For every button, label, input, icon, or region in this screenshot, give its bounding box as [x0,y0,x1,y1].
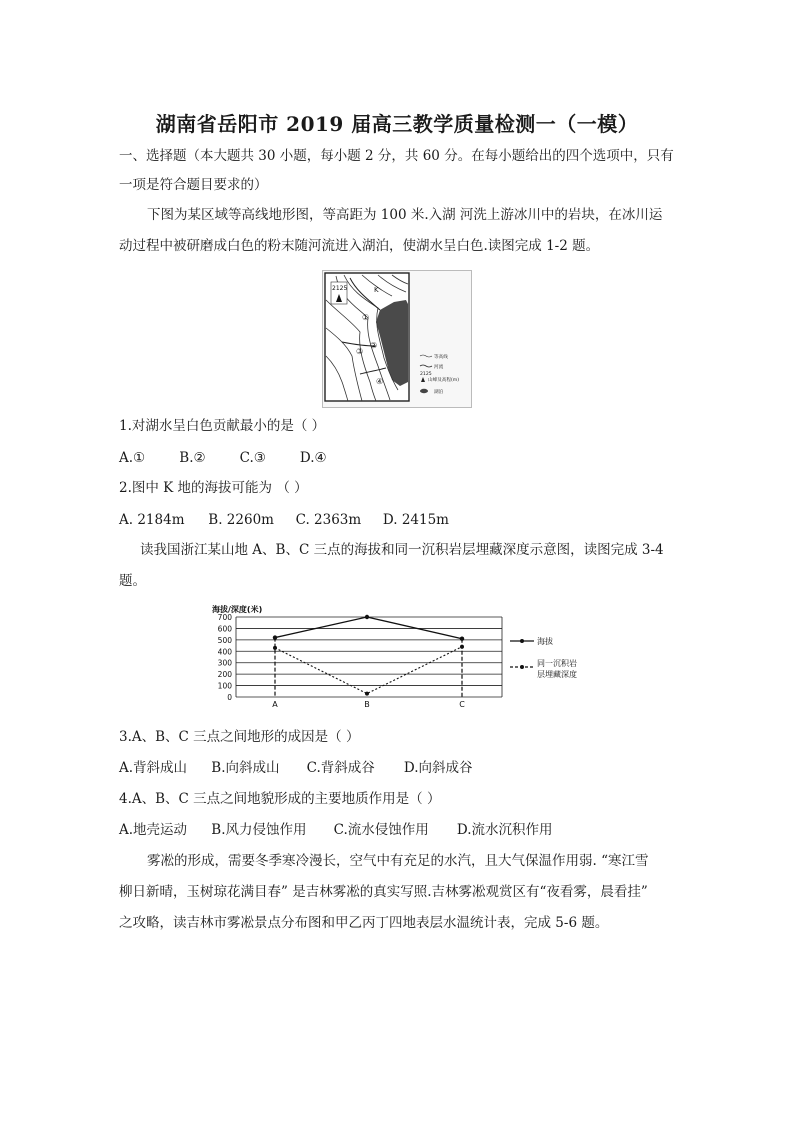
page-title: 湖南省岳阳市 2019 届高三教学质量检测一（一模） [155,112,639,136]
q1-options [119,448,327,468]
legend-lake: 湖泊 [434,390,444,395]
marker-3: ③ [356,347,364,356]
q3-stem: 3.A、B、C 三点之间地形的成因是（ ） [119,729,360,745]
topo-map [322,270,472,408]
x-tick-B: B [364,700,370,709]
depth-point-A [273,646,277,650]
q4-option-c[interactable]: C.流水侵蚀作用 [333,822,429,838]
series-depth-line [275,647,462,694]
q1-option-b[interactable]: B.② [179,450,206,466]
legend-peak: 山峰及高程(m) [428,378,460,383]
chart-ylabel: 海拔/深度(米) [212,605,263,614]
y-tick-300: 300 [217,658,232,668]
marker-4: ④ [376,377,384,386]
legend-contour: 等高线 [434,355,448,360]
intro2-line2: 题。 [119,573,146,589]
q2-option-d[interactable]: D. 2415m [382,512,449,528]
q1-option-c[interactable]: C.③ [239,450,266,466]
intro1-line2: 动过程中被研磨成白色的粉末随河流进入湖泊，使湖水呈白色.读图完成 1-2 题。 [119,238,600,254]
intro2-line1: 读我国浙江某山地 A、B、C 三点的海拔和同一沉积岩层埋藏深度示意图，读图完成 3-4 [140,542,664,558]
q4-options [119,820,553,840]
altitude-depth-chart-figure [210,601,580,711]
q1-option-a[interactable]: A.① [119,450,146,466]
q2-option-c[interactable]: C. 2363m [295,512,362,528]
q3-option-b[interactable]: B.向斜成山 [211,760,280,776]
y-tick-400: 400 [217,647,232,657]
intro3-line3: 之攻略，读吉林市雾凇景点分布图和甲乙丙丁四地表层水温统计表，完成 5-6 题。 [119,915,609,931]
section-heading-line2: 一项是符合题目要求的） [119,177,268,193]
topo-map-figure [322,270,472,408]
marker-1: ① [362,313,370,322]
q1-option-d[interactable]: D.④ [299,450,327,466]
q4-option-d[interactable]: D.流水沉积作用 [456,822,553,838]
y-tick-100: 100 [217,681,232,691]
legend-depth-line1: 同一沉积岩 [537,659,577,668]
legend-peak-elev: 2125 [420,372,432,377]
intro3-line2: 柳日新晴，玉树琼花满目春” 是吉林雾凇的真实写照.吉林雾凇观赏区有“夜看雾，晨看挂” [119,884,648,900]
chart-legend [510,636,577,679]
intro3-line1: 雾凇的形成，需要冬季寒冷漫长，空气中有充足的水汽，且大气保温作用弱. “寒江雪 [147,853,649,869]
marker-2: ② [370,341,378,350]
x-tick-A: A [272,700,278,709]
section-heading-line1: 一、选择题（本大题共 30 小题，每小题 2 分，共 60 分。在每小题给出的四个选项中，只有 [119,148,674,164]
q2-option-b[interactable]: B. 2260m [208,512,274,528]
intro1-line1: 下图为某区域等高线地形图，等高距为 100 米.入湖 河洗上游冰川中的岩块，在冰川运 [147,207,663,223]
altitude-point-A [273,635,277,639]
q2-options [119,510,449,530]
altitude-point-C [460,637,464,641]
q2-stem: 2.图中 K 地的海拔可能为 （ ） [119,480,308,496]
depth-point-B [365,692,369,696]
q4-option-a[interactable]: A.地壳运动 [119,822,188,838]
q3-option-c[interactable]: C.背斜成谷 [306,760,375,776]
q2-option-a[interactable]: A. 2184m [119,512,185,528]
legend-altitude: 海拔 [537,637,553,646]
y-tick-600: 600 [217,624,232,634]
y-tick-0: 0 [227,693,232,702]
q3-option-a[interactable]: A.背斜成山 [119,760,188,776]
q4-option-b[interactable]: B.风力侵蚀作用 [211,822,307,838]
legend-lake-icon [420,389,428,393]
q4-stem: 4.A、B、C 三点之间地貌形成的主要地质作用是（ ） [119,791,441,807]
altitude-point-B [365,615,369,619]
series-altitude-line [275,617,462,639]
q3-options [119,758,473,778]
legend-river: 河流 [434,365,444,370]
q3-option-d[interactable]: D.向斜成谷 [403,760,473,776]
altitude-depth-chart [210,601,580,711]
y-tick-700: 700 [217,613,232,622]
x-tick-C: C [459,700,465,709]
q1-stem: 1.对湖水呈白色贡献最小的是（ ） [119,418,326,434]
y-tick-500: 500 [217,635,232,645]
legend-depth-line2: 层埋藏深度 [537,670,577,679]
point-k-label: K [374,286,379,294]
peak-elevation-label: 2125 [332,285,348,292]
y-tick-200: 200 [217,670,232,680]
depth-point-C [460,645,464,649]
